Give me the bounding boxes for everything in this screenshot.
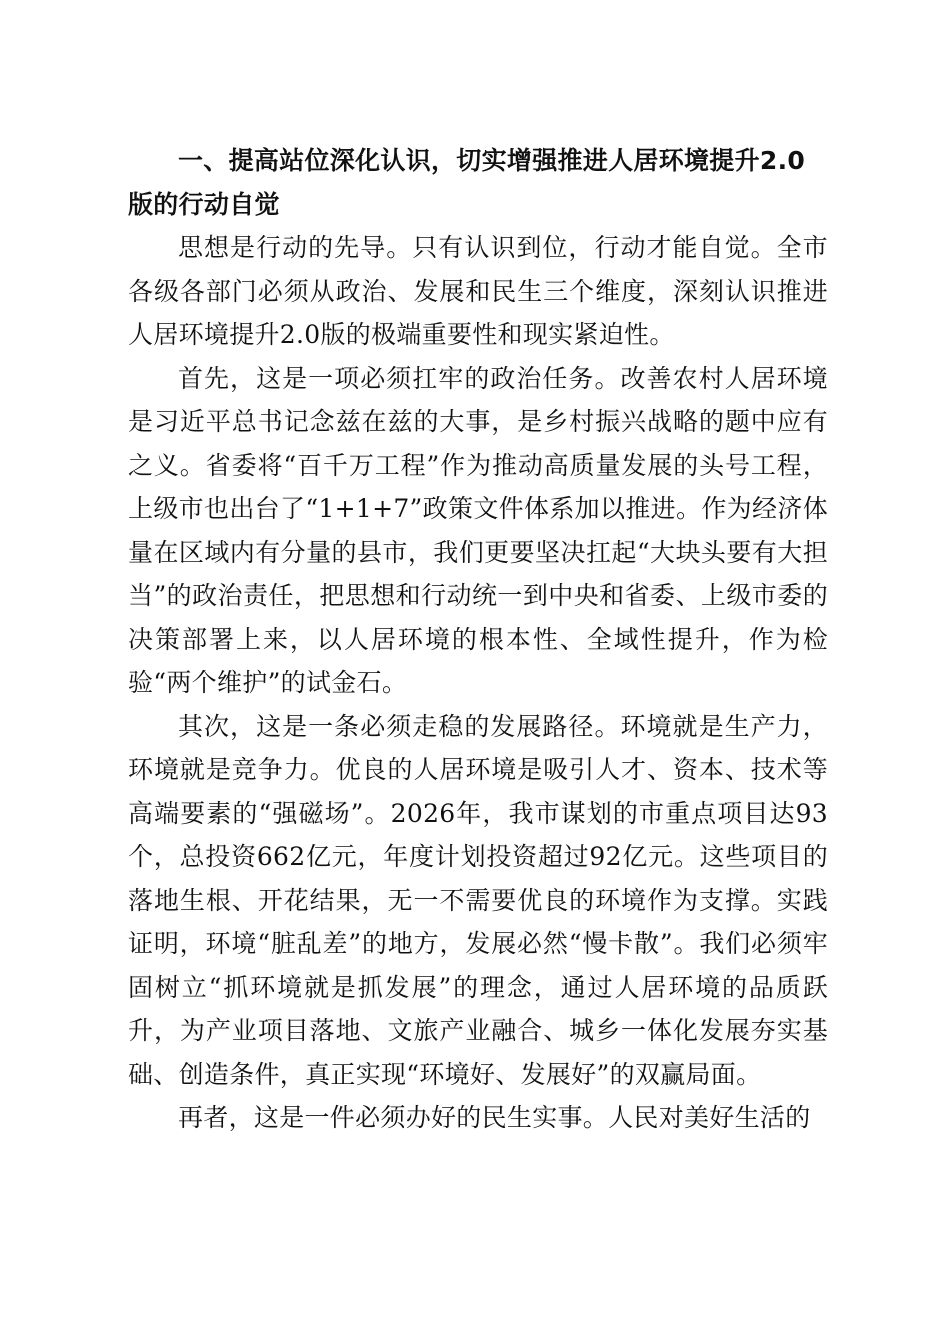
paragraph-livelihood: 再者，这是一件必须办好的民生实事。人民对美好生活的 <box>178 1103 811 1132</box>
document-page <box>128 139 828 1140</box>
paragraph-intro: 思想是行动的先导。只有认识到位，行动才能自觉。全市各级各部门必须从政治、发展和民生三个维度，深刻认识推进人居环境提升2.0版的极端重要性和现实紧迫性。 <box>128 233 828 349</box>
paragraph-development-path: 其次，这是一条必须走稳的发展路径。环境就是生产力，环境就是竞争力。优良的人居环境是吸引人才、资本、技术等高端要素的“强磁场”。2026年，我市谋划的市重点项目达93个，总投资662亿元，年度计划投资超过92亿元。这些项目的落地生根、开花结果，无一不需要优良的环境作为支撑。实践证明，环境“脏乱差”的地方，发展必然“慢卡散”。我们必须牢固树立“抓环境就是抓发展”的理念，通过人居环境的品质跃升，为产业项目落地、文旅产业融合、城乡一体化发展夯实基础、创造条件，真正实现“环境好、发展好”的双赢局面。 <box>128 711 828 1089</box>
section-heading: 一、提高站位深化认识，切实增强推进人居环境提升2.0版的行动自觉 <box>128 146 806 219</box>
paragraph-political-task: 首先，这是一项必须扛牢的政治任务。改善农村人居环境是习近平总书记念兹在兹的大事，是乡村振兴战略的题中应有之义。省委将“百千万工程”作为推动高质量发展的头号工程，上级市也出台了“1+1+7”政策文件体系加以推进。作为经济体量在区域内有分量的县市，我们更要坚决扛起“大块头要有大担当”的政治责任，把思想和行动统一到中央和省委、上级市委的决策部署上来，以人居环境的根本性、全域性提升，作为检验“两个维护”的试金石。 <box>128 363 828 697</box>
